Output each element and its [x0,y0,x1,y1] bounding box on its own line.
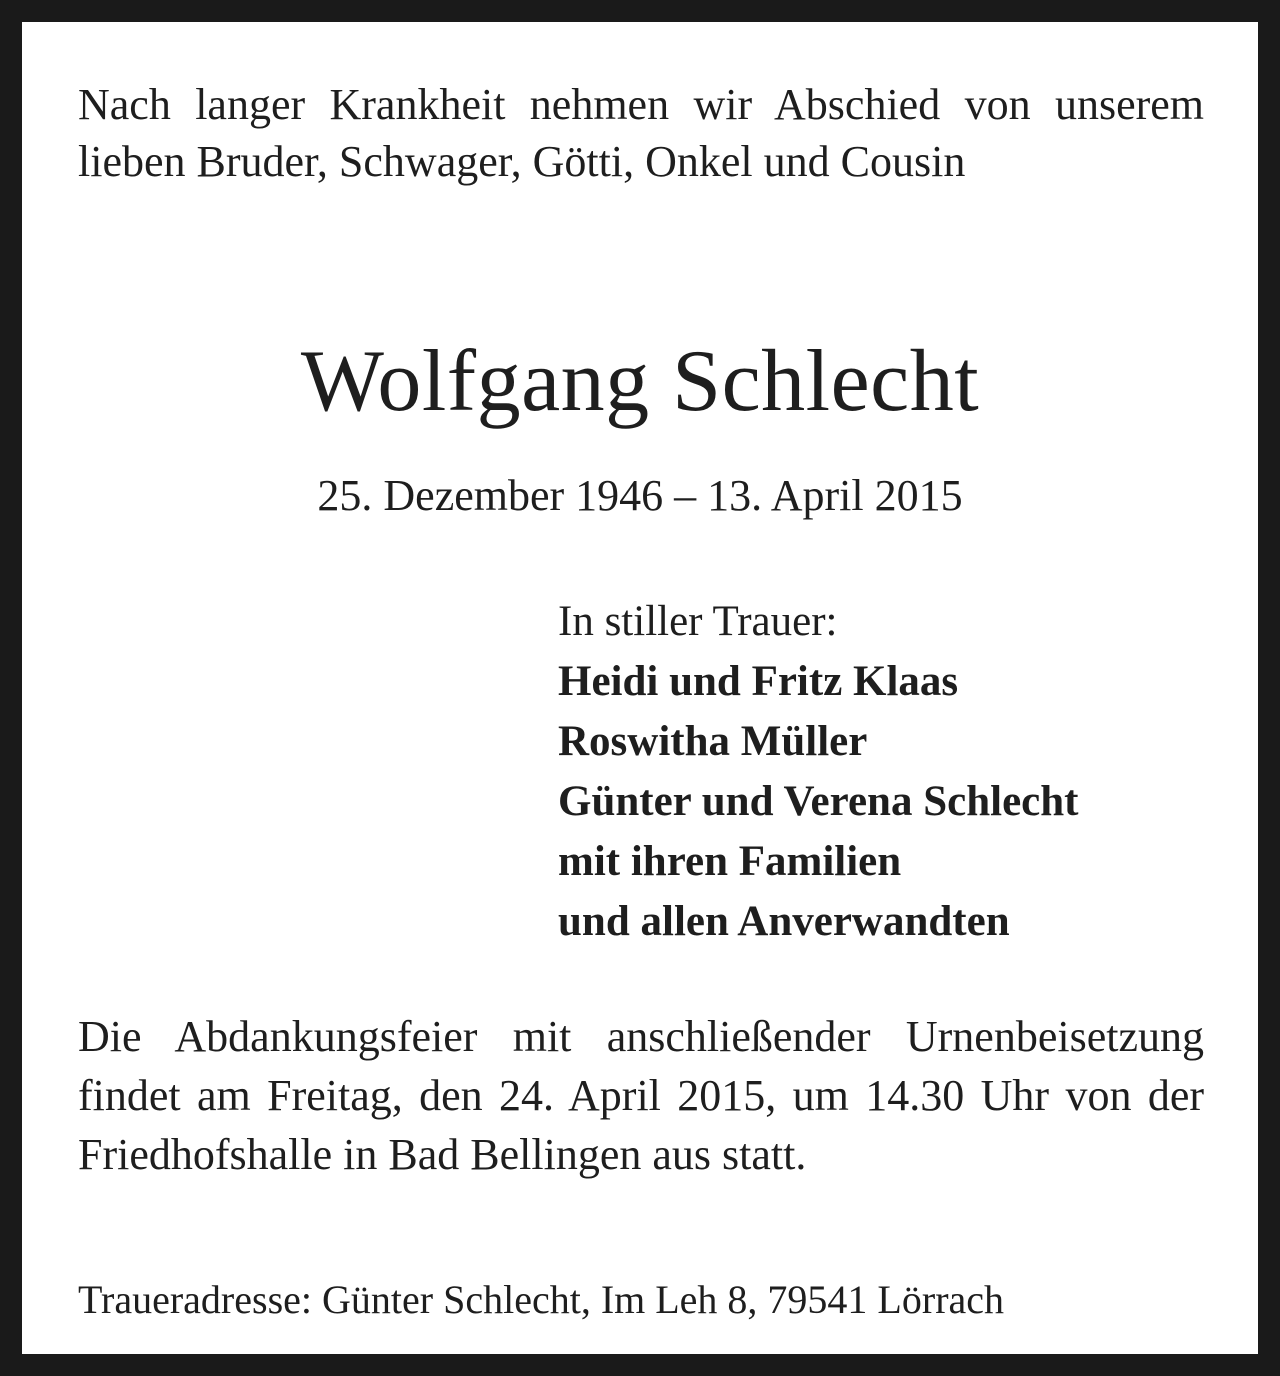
mourner-line: und allen Anverwandten [558,898,1010,945]
intro-paragraph: Nach langer Krankheit nehmen wir Abschied von unserem lieben Bruder, Schwager, Götti, Onkel und Cousin [78,80,1204,186]
life-dates: 25. Dezember 1946 – 13. April 2015 [317,471,963,520]
ceremony-paragraph: Die Abdankungsfeier mit anschließender Urnenbeisetzung findet am Freitag, den 24. April 2015, um 14.30 Uhr von der Friedhofshalle in Bad Bellingen aus statt. [78,1012,1204,1179]
mourner-line: Roswitha Müller [558,718,868,765]
deceased-name: Wolfgang Schlecht [300,333,980,430]
mourner-line: Heidi und Fritz Klaas [558,658,959,705]
mourning-address: Traueradresse: Günter Schlecht, Im Leh 8, 79541 Lörrach [78,1277,1005,1322]
mourners-heading: In stiller Trauer: [558,598,838,645]
mourner-line: mit ihren Familien [558,838,902,885]
mourners-block [558,592,1238,952]
mourner-line: Günter und Verena Schlecht [558,778,1079,825]
